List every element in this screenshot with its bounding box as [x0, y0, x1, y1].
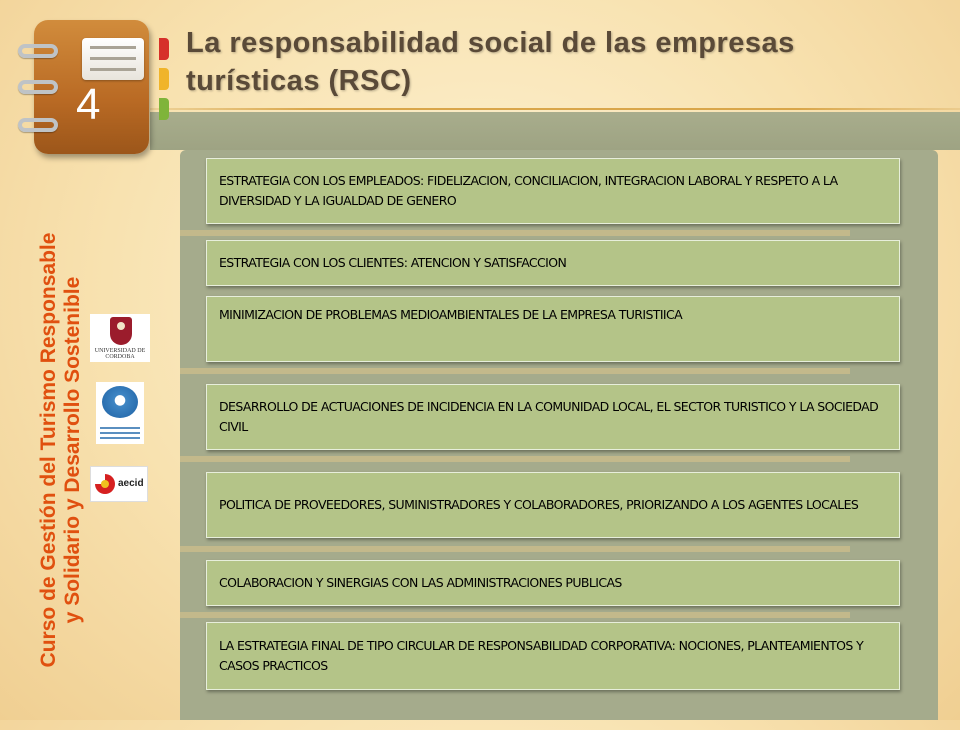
notebook-icon: [18, 18, 153, 160]
strategy-item-text: COLABORACION Y SINERGIAS CON LAS ADMINISTRACIONES PUBLICAS: [219, 575, 622, 590]
strategy-item-suppliers: [206, 472, 900, 538]
shield-icon: [110, 317, 132, 345]
strategy-item-text: POLITICA DE PROVEEDORES, SUMINISTRADORES Y COLABORADORES, PRIORIZANDO A LOS AGENTES LOCALES: [219, 497, 859, 512]
notebook-tab-red: [159, 38, 169, 60]
aecid-logo: [90, 466, 148, 502]
strategy-item-employees: [206, 158, 900, 224]
strategy-item-text: MINIMIZACION DE PROBLEMAS MEDIOAMBIENTALES DE LA EMPRESA TURISTIICA: [219, 307, 683, 322]
title-divider: [150, 108, 960, 110]
title-line-1: La responsabilidad social de las empresas: [186, 27, 795, 59]
strategy-item-text: DESARROLLO DE ACTUACIONES DE INCIDENCIA EN LA COMUNIDAD LOCAL, EL SECTOR TURISTICO Y LA SOCIEDAD CIVIL: [219, 399, 879, 434]
panel-stripe: [180, 612, 850, 618]
course-line-1: Curso de Gestión del Turismo Responsable: [37, 232, 60, 668]
notebook-tab-green: [159, 98, 169, 120]
title-line-2: turísticas (RSC): [186, 65, 412, 97]
panel-stripe: [180, 456, 850, 462]
dove-emblem-icon: [102, 386, 138, 418]
course-line-2: y Solidario y Desarrollo Sostenible: [61, 276, 84, 624]
strategy-item-environment: [206, 296, 900, 362]
panel-stripe: [180, 368, 850, 374]
header-band: [150, 112, 960, 150]
strategy-item-community: [206, 384, 900, 450]
logo-caption: UNIVERSIDAD DE CORDOBA: [94, 348, 146, 360]
logo-text-lines: [100, 424, 140, 439]
notebook-note: [82, 38, 144, 80]
aecid-mark-icon: [95, 474, 115, 494]
panel-stripe: [180, 230, 850, 236]
strategy-item-administrations: [206, 560, 900, 606]
universidad-cordoba-logo: [90, 314, 150, 362]
binder-ring-icon: [18, 80, 58, 94]
binder-ring-icon: [18, 44, 58, 58]
panel-stripe: [180, 546, 850, 552]
binder-ring-icon: [18, 118, 58, 132]
aecid-text: aecid: [118, 478, 144, 489]
blue-emblem-logo: [96, 382, 144, 444]
notebook-tab-yellow: [159, 68, 169, 90]
page-title: [186, 24, 906, 100]
strategy-item-circular: [206, 622, 900, 690]
strategy-item-clients: [206, 240, 900, 286]
notebook-number: 4: [76, 80, 101, 129]
strategy-item-text: LA ESTRATEGIA FINAL DE TIPO CIRCULAR DE RESPONSABILIDAD CORPORATIVA: NOCIONES, PLANTEAMIENTOS Y CASOS PRACTICOS: [219, 638, 864, 673]
course-title-vertical: [37, 170, 117, 730]
strategy-item-text: ESTRATEGIA CON LOS EMPLEADOS: FIDELIZACION, CONCILIACION, INTEGRACION LABORAL Y RESPETO A LA DIVERSIDAD Y LA IGUALDAD DE GENERO: [219, 173, 838, 208]
strategy-item-text: ESTRATEGIA CON LOS CLIENTES: ATENCION Y SATISFACCION: [219, 255, 567, 270]
